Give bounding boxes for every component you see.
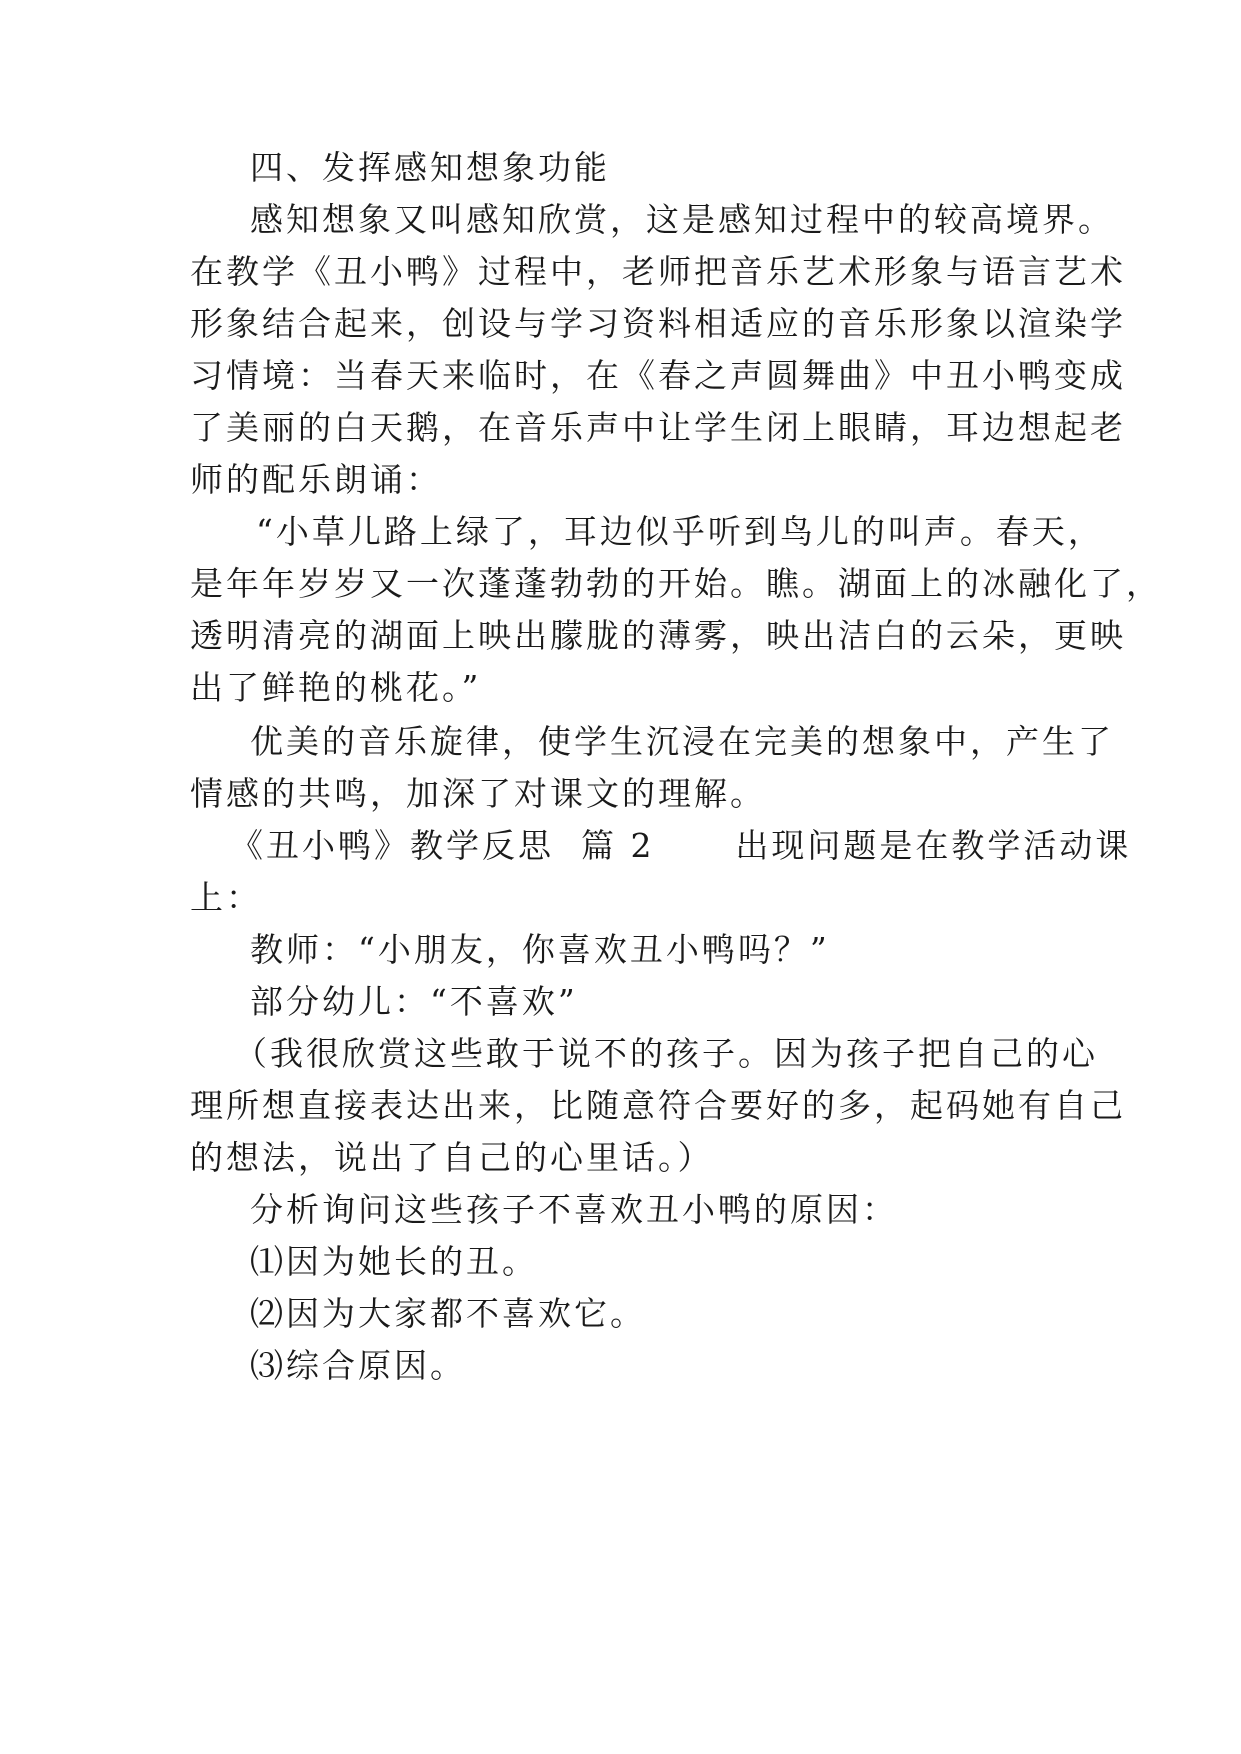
paragraph-line: 在教学《丑小鸭》过程中，老师把音乐艺术形象与语言艺术 [190,252,1126,291]
paragraph-line: 师的配乐朗诵： [190,460,442,499]
paragraph-line: 上： [190,878,262,917]
section-heading: 四、发挥感知想象功能 [250,148,610,187]
list-item: ⑶综合原因。 [250,1346,466,1385]
article-title-line: 《丑小鸭》教学反思 篇 2 出现问题是在教学活动课 [230,826,1132,865]
quote-line: 透明清亮的湖面上映出朦胧的薄雾，映出洁白的云朵，更映 [190,616,1126,655]
dialogue-line: 教师：“小朋友，你喜欢丑小鸭吗？” [250,930,830,969]
dialogue-line: 部分幼儿：“不喜欢” [250,982,578,1021]
paragraph-line: 感知想象又叫感知欣赏，这是感知过程中的较高境界。 [250,200,1114,239]
quote-line: 是年年岁岁又一次蓬蓬勃勃的开始。瞧。湖面上的冰融化了， [190,564,1162,603]
paragraph-line: 优美的音乐旋律，使学生沉浸在完美的想象中，产生了 [250,722,1114,761]
quote-line: 出了鲜艳的桃花。” [190,668,482,707]
paragraph-line: 习情境：当春天来临时，在《春之声圆舞曲》中丑小鸭变成 [190,356,1126,395]
list-item: ⑵因为大家都不喜欢它。 [250,1294,646,1333]
paragraph-line: 理所想直接表达出来，比随意符合要好的多，起码她有自己 [190,1086,1126,1125]
paragraph-line: 的想法，说出了自己的心里话。） [190,1138,714,1177]
paragraph-line: 分析询问这些孩子不喜欢丑小鸭的原因： [250,1190,898,1229]
paragraph-line: 了美丽的白天鹅，在音乐声中让学生闭上眼睛，耳边想起老 [190,408,1126,447]
list-item: ⑴因为她长的丑。 [250,1242,538,1281]
quote-line: “小草儿路上绿了，耳边似乎听到鸟儿的叫声。春天， [256,512,1104,551]
paragraph-line: （我很欣赏这些敢于说不的孩子。因为孩子把自己的心 [234,1034,1098,1073]
paragraph-line: 情感的共鸣，加深了对课文的理解。 [190,774,766,813]
paragraph-line: 形象结合起来，创设与学习资料相适应的音乐形象以渲染学 [190,304,1126,343]
